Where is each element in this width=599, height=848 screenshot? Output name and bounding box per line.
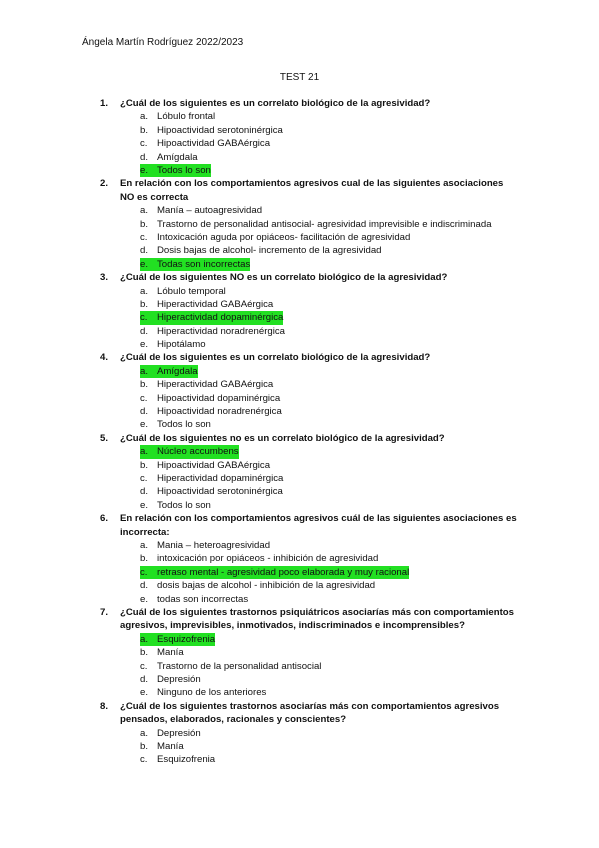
option-correct-highlighted xyxy=(140,258,250,271)
question-2 xyxy=(100,177,520,271)
option-letter: b. xyxy=(140,379,149,391)
option-letter: d. xyxy=(140,673,149,685)
option-letter: c. xyxy=(140,473,148,485)
option xyxy=(140,405,520,418)
option-letter: a. xyxy=(140,365,157,378)
question-heading xyxy=(100,97,520,110)
option-text: Hipotálamo xyxy=(157,339,206,351)
option-text: Trastorno de la personalidad antisocial xyxy=(157,660,322,672)
option-correct-highlighted xyxy=(140,566,409,579)
option-letter: e. xyxy=(140,164,157,177)
option-letter: a. xyxy=(140,111,149,123)
option xyxy=(140,740,520,753)
option-letter: c. xyxy=(140,392,148,404)
question-number: 6. xyxy=(100,513,109,525)
question-number: 4. xyxy=(100,352,109,364)
option-correct-highlighted xyxy=(140,365,198,378)
option xyxy=(140,285,520,298)
option-text: Hipoactividad noradrenérgica xyxy=(157,406,282,418)
option-letter: a. xyxy=(140,285,149,297)
option-text: Depresión xyxy=(157,727,201,739)
question-heading xyxy=(100,606,520,633)
option xyxy=(140,298,520,311)
option xyxy=(140,753,520,766)
option-text: Mania – heteroagresividad xyxy=(157,540,271,552)
option xyxy=(140,646,520,659)
question-1 xyxy=(100,97,520,177)
author-header: Ángela Martín Rodríguez 2022/2023 xyxy=(82,37,244,48)
question-heading xyxy=(100,177,520,204)
option-list xyxy=(100,110,520,177)
option-text: Todas son incorrectas xyxy=(157,258,251,270)
option-text: Manía – autoagresividad xyxy=(157,205,263,217)
question-text: ¿Cuál de los siguientes es un correlato biológico de la agresividad? xyxy=(120,352,431,364)
option xyxy=(140,459,520,472)
option xyxy=(140,244,520,257)
option-text: Depresión xyxy=(157,673,201,685)
option-text: Esquizofrenia xyxy=(157,754,216,766)
option-list xyxy=(100,539,520,606)
option-text: Hiperactividad dopaminérgica xyxy=(157,312,284,324)
option-letter: c. xyxy=(140,566,157,579)
option-text: Hipoactividad serotoninérgica xyxy=(157,124,283,136)
question-6 xyxy=(100,512,520,606)
question-heading xyxy=(100,512,520,539)
option-letter: d. xyxy=(140,151,149,163)
question-number: 3. xyxy=(100,272,109,284)
option-list xyxy=(100,204,520,271)
question-number: 5. xyxy=(100,432,109,444)
option-correct-highlighted xyxy=(140,445,239,458)
question-list xyxy=(100,97,520,767)
question-number: 2. xyxy=(100,178,109,190)
option-letter: d. xyxy=(140,245,149,257)
question-5 xyxy=(100,432,520,512)
option xyxy=(140,378,520,391)
option-letter: e. xyxy=(140,593,149,605)
option-text: Hiperactividad GABAérgica xyxy=(157,379,274,391)
option-correct-highlighted xyxy=(140,164,211,177)
option-letter: a. xyxy=(140,727,149,739)
option xyxy=(140,231,520,244)
option xyxy=(140,539,520,552)
option xyxy=(140,472,520,485)
question-text: En relación con los comportamientos agresivos cual de las siguientes asociaciones NO es correcta xyxy=(120,178,504,203)
option-text: Amígdala xyxy=(157,365,198,377)
option xyxy=(140,686,520,699)
option-letter: c. xyxy=(140,660,148,672)
option-text: retraso mental - agresividad poco elaborada y muy racional xyxy=(157,566,410,578)
page-title: TEST 21 xyxy=(279,72,320,83)
option-letter: c. xyxy=(140,138,148,150)
option xyxy=(140,552,520,565)
option-letter: a. xyxy=(140,445,157,458)
option-letter: b. xyxy=(140,124,149,136)
option-list xyxy=(100,285,520,352)
option-letter: c. xyxy=(140,754,148,766)
option xyxy=(140,325,520,338)
option-text: Manía xyxy=(157,647,184,659)
option-letter: b. xyxy=(140,740,149,752)
option-text: Núcleo accumbens xyxy=(157,446,239,458)
option xyxy=(140,418,520,431)
option xyxy=(140,110,520,123)
option-letter: b. xyxy=(140,647,149,659)
question-4 xyxy=(100,351,520,431)
option xyxy=(140,338,520,351)
option-letter: a. xyxy=(140,633,157,646)
option-text: Amígdala xyxy=(157,151,198,163)
option xyxy=(140,593,520,606)
option-letter: e. xyxy=(140,258,157,271)
option-correct-highlighted xyxy=(140,311,283,324)
question-text: En relación con los comportamientos agresivos cuál de las siguientes asociaciones es incorrecta: xyxy=(120,513,517,538)
option-letter: c. xyxy=(140,311,157,324)
question-7 xyxy=(100,606,520,700)
option-text: Lóbulo frontal xyxy=(157,111,216,123)
option xyxy=(140,579,520,592)
option-list xyxy=(100,445,520,512)
question-3 xyxy=(100,271,520,351)
option-letter: d. xyxy=(140,325,149,337)
option-letter: e. xyxy=(140,499,149,511)
option xyxy=(140,124,520,137)
option-text: todas son incorrectas xyxy=(157,593,249,605)
question-text: ¿Cuál de los siguientes NO es un correlato biológico de la agresividad? xyxy=(120,272,448,284)
option-list xyxy=(100,365,520,432)
option-letter: b. xyxy=(140,218,149,230)
option xyxy=(140,499,520,512)
option-text: Hipoactividad GABAérgica xyxy=(157,459,271,471)
option-text: dosis bajas de alcohol - inhibición de la agresividad xyxy=(157,580,376,592)
option-letter: e. xyxy=(140,687,149,699)
question-text: ¿Cuál de los siguientes trastornos psiquiátricos asociarías más con comportamientos agresivos, imprevisibles, inmotivados, indiscriminados e incomprensibles? xyxy=(120,606,514,632)
option-text: Hiperactividad GABAérgica xyxy=(157,298,274,310)
option-text: Todos lo son xyxy=(157,419,211,431)
option xyxy=(140,137,520,150)
question-heading xyxy=(100,700,520,727)
option-text: Ninguno de los anteriores xyxy=(157,687,267,699)
option-text: Hipoactividad dopaminérgica xyxy=(157,392,281,404)
question-number: 8. xyxy=(100,700,109,712)
option-letter: a. xyxy=(140,540,149,552)
question-number: 1. xyxy=(100,98,109,109)
option-text: Trastorno de personalidad antisocial- agresividad imprevisible e indiscriminada xyxy=(157,218,492,230)
option-text: Hipoactividad serotoninérgica xyxy=(157,486,283,498)
option-letter: b. xyxy=(140,553,149,565)
option-letter: c. xyxy=(140,231,148,243)
option-text: Manía xyxy=(157,740,184,752)
option xyxy=(140,151,520,164)
option-text: Lóbulo temporal xyxy=(157,285,226,297)
question-text: ¿Cuál de los siguientes trastornos asociarías más con comportamientos agresivos pensados, elaborados, racionales y conscientes? xyxy=(120,700,500,726)
question-heading xyxy=(100,271,520,284)
option-list xyxy=(100,633,520,700)
option-list xyxy=(100,727,520,767)
option-text: Intoxicación aguda por opiáceos- facilitación de agresividad xyxy=(157,231,411,243)
option-letter: b. xyxy=(140,298,149,310)
option-letter: a. xyxy=(140,205,149,217)
option xyxy=(140,727,520,740)
option-letter: d. xyxy=(140,486,149,498)
option-letter: b. xyxy=(140,459,149,471)
question-number: 7. xyxy=(100,606,109,618)
option xyxy=(140,485,520,498)
option-letter: d. xyxy=(140,406,149,418)
option xyxy=(140,673,520,686)
question-text: ¿Cuál de los siguientes es un correlato biológico de la agresividad? xyxy=(120,98,431,109)
question-text: ¿Cuál de los siguientes no es un correlato biológico de la agresividad? xyxy=(120,432,445,444)
option xyxy=(140,204,520,217)
option-text: Esquizofrenia xyxy=(157,633,216,645)
option-text: Dosis bajas de alcohol- incremento de la agresividad xyxy=(157,245,382,257)
option-correct-highlighted xyxy=(140,633,215,646)
option-text: Hipoactividad GABAérgica xyxy=(157,138,271,150)
question-heading xyxy=(100,432,520,445)
option-text: Todos lo son xyxy=(157,164,211,176)
option xyxy=(140,660,520,673)
option xyxy=(140,218,520,231)
option-text: intoxicación por opiáceos - inhibición de agresividad xyxy=(157,553,379,565)
option-letter: e. xyxy=(140,339,149,351)
option-text: Todos lo son xyxy=(157,499,211,511)
option-text: Hiperactividad dopaminérgica xyxy=(157,473,284,485)
option-letter: e. xyxy=(140,419,149,431)
option-text: Hiperactividad noradrenérgica xyxy=(157,325,285,337)
question-heading xyxy=(100,351,520,364)
question-8 xyxy=(100,700,520,767)
option-letter: d. xyxy=(140,580,149,592)
option xyxy=(140,392,520,405)
